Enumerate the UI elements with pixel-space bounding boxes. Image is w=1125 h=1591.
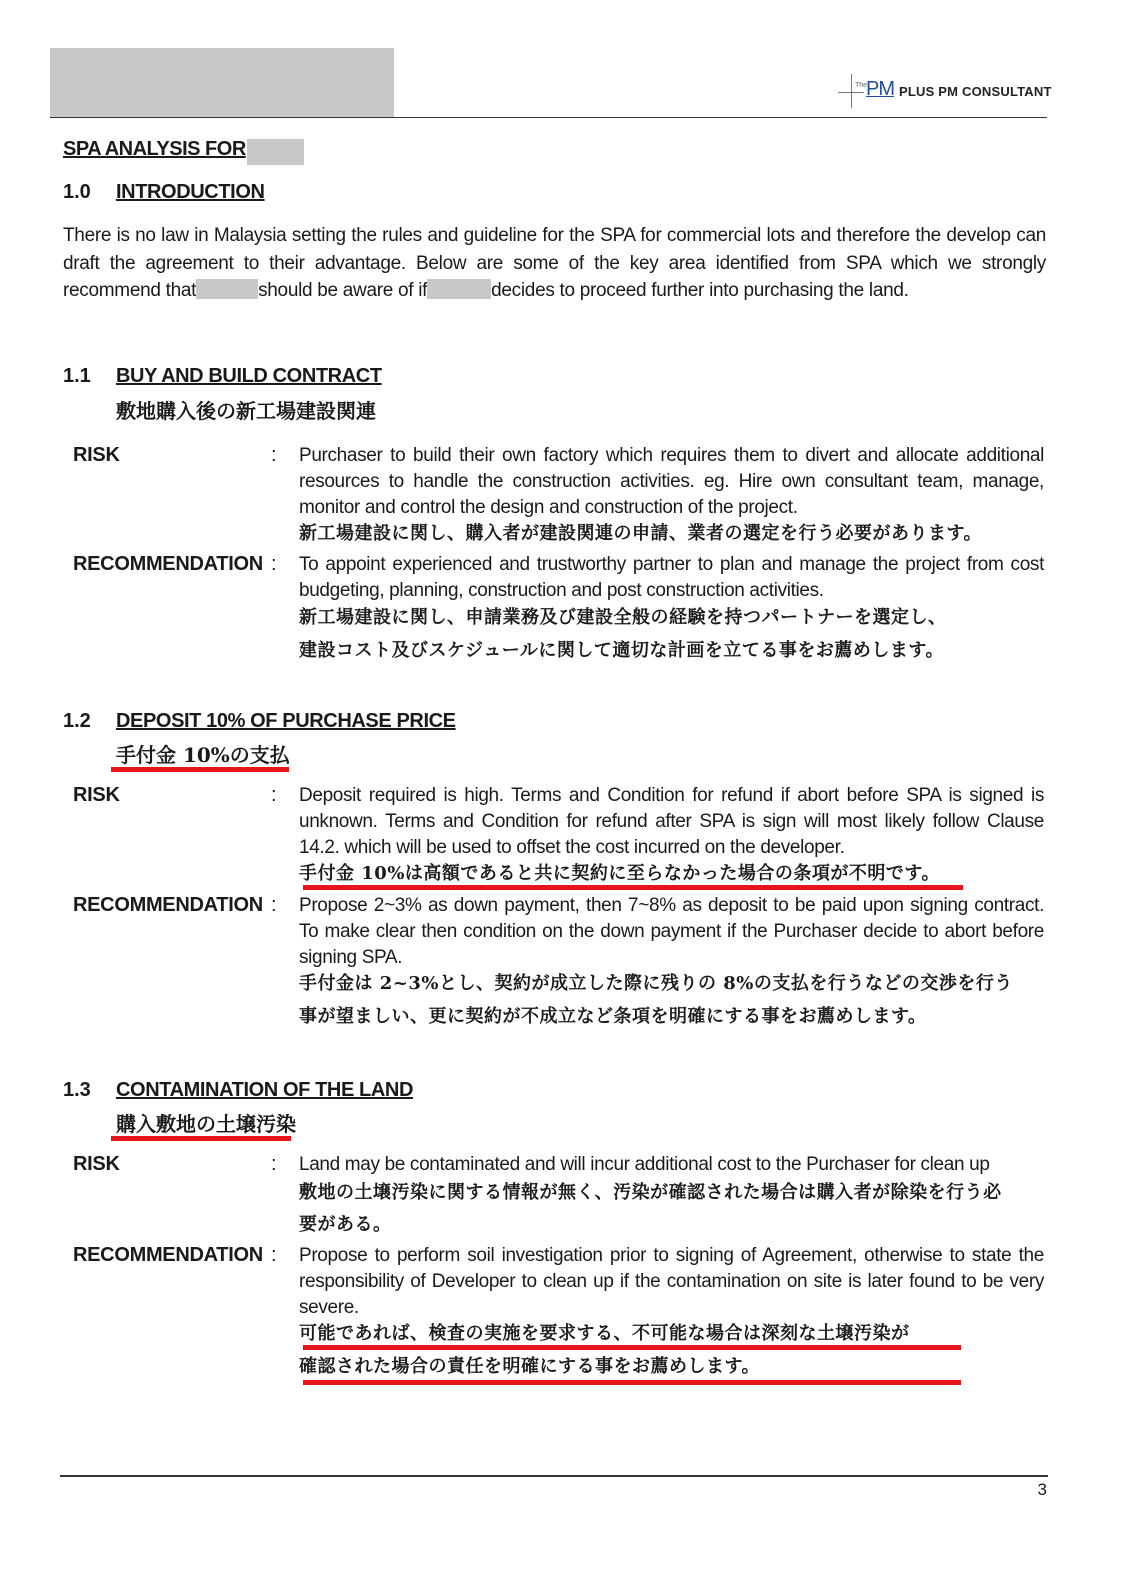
recommendation-text-jp: 手付金は 2~3%とし、契約が成立した際に残りの 8%の支払を行うなどの交渉を行う [299,973,1013,994]
risk-text: Deposit required is high. Terms and Condition for refund if abort before SPA is signed is unknown. Terms and Condition for refund after SPA is sign will most likely follow Clause 14.2. which will be used to offset the cost incurred on the developer. [299,785,1044,858]
section-heading-jp: 敷地購入後の新工場建設関連 [116,399,376,423]
title-redaction [247,139,304,165]
header-redaction [50,48,394,118]
risk-text: Purchaser to build their own factory which requires them to divert and allocate additional resources to handle the construction activities. eg. Hire own consultant team, manage, monitor and control the design and construction of the project. [299,445,1044,518]
recommendation-text: To appoint experienced and trustworthy partner to plan and manage the project from cost budgeting, planning, construction and post construction activities. [299,554,1044,601]
colon: : [271,1244,277,1266]
highlight-underline [111,767,289,772]
recommendation-text: Propose 2~3% as down payment, then 7~8% as deposit to be paid upon signing contract. To make clear then condition on the down payment if the Purchaser decide to abort before signing SPA. [299,895,1044,968]
colon: : [271,444,277,466]
risk-text: Land may be contaminated and will incur additional cost to the Purchaser for clean up [299,1154,990,1175]
risk-label: RISK [73,444,120,466]
colon: : [271,553,277,575]
colon: : [271,894,277,916]
logo-company-name: PLUS PM CONSULTANT [899,84,1052,99]
recommendation-label: RECOMMENDATION [73,553,263,575]
risk-label: RISK [73,1153,120,1175]
recommendation-text: Propose to perform soil investigation prior to signing of Agreement, otherwise to state the responsibility of Developer to clean up if the contamination on site is later found to be very severe. [299,1245,1044,1318]
section-heading: DEPOSIT 10% OF PURCHASE PRICE [116,710,456,732]
document-title: SPA ANALYSIS FOR [63,138,246,160]
recommendation-text-jp: 事が望ましい、更に契約が不成立など条項を明確にする事をお薦めします。 [299,1006,927,1027]
recommendation-text-jp: 可能であれば、検査の実施を要求する、不可能な場合は深刻な土壌汚染が [299,1323,910,1344]
highlight-underline [303,1345,961,1350]
recommendation-text-jp: 建設コスト及びスケジュールに関して適切な計画を立てる事をお薦めします。 [299,640,944,661]
colon: : [271,1153,277,1175]
section-heading-jp: 購入敷地の土壌汚染 [116,1112,296,1136]
logo-the-text: The [855,82,868,89]
colon: : [271,784,277,806]
risk-text-jp: 要がある。 [299,1214,392,1235]
risk-text-jp: 手付金 10%は高額であると共に契約に至らなかった場合の条項が不明です。 [299,863,940,884]
section-heading-jp: 手付金 10%の支払 [116,743,290,767]
logo-pm-text: PM [866,78,894,100]
highlight-underline [303,885,963,890]
recommendation-text-jp: 確認された場合の責任を明確にする事をお薦めします。 [299,1356,761,1377]
header-divider [50,117,1047,118]
highlight-underline [303,1380,961,1385]
footer-divider [60,1475,1048,1477]
client-redaction [427,279,491,299]
section-number: 1.2 [63,710,91,732]
section-number: 1.0 [63,181,91,203]
section-heading: INTRODUCTION [116,181,265,203]
intro-paragraph: There is no law in Malaysia setting the rules and guideline for the SPA for commercial lots and therefore the develop can draft the agreement to their advantage. Below are some of the key area identified from SPA which we strongly recommend that should be aware of if decides to proceed further into purchasing the land. [63,225,1046,301]
client-redaction [196,279,258,299]
section-heading: BUY AND BUILD CONTRACT [116,365,382,387]
section-number: 1.1 [63,365,91,387]
section-number: 1.3 [63,1079,91,1101]
page-number: 3 [1037,1480,1047,1499]
section-heading: CONTAMINATION OF THE LAND [116,1079,414,1101]
recommendation-label: RECOMMENDATION [73,894,263,916]
risk-text-jp: 新工場建設に関し、購入者が建設関連の申請、業者の選定を行う必要があります。 [299,523,983,544]
recommendation-text-jp: 新工場建設に関し、申請業務及び建設全般の経験を持つパートナーを選定し、 [299,607,947,628]
company-logo [838,72,1052,112]
risk-text-jp: 敷地の土壌汚染に関する情報が無く、汚染が確認された場合は購入者が除染を行う必 [299,1182,1002,1203]
highlight-underline [111,1136,291,1141]
risk-label: RISK [73,784,120,806]
recommendation-label: RECOMMENDATION [73,1244,263,1266]
